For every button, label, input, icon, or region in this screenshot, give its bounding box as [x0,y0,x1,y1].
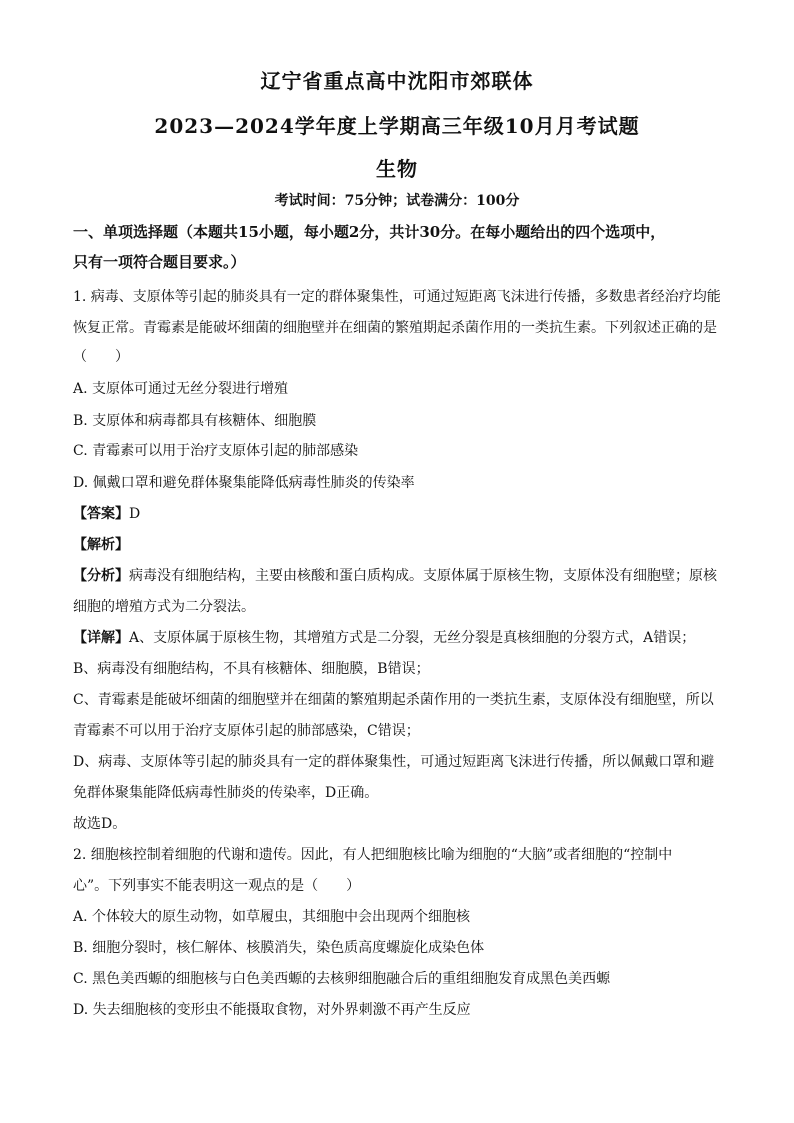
q1-fenxi-line1 [73,566,717,586]
detail-tag: 【详解】 [73,630,129,646]
section-heading-line1: 一、单项选择题（本题共15小题，每小题2分，共计30分。在每小题给出的四个选项中， [73,223,666,241]
fenxi-text: 病毒没有细胞结构，主要由核酸和蛋白质构成。支原体属于原核生物，支原体没有细胞壁；原核 [129,568,717,584]
q1-answer [73,504,140,524]
subject-title: 生物 [376,157,418,181]
q2-stem-line2: 心”。下列事实不能表明这一观点的是（ ） [73,878,361,894]
q1-option-b: B. 支原体和病毒都具有核糖体、细胞膜 [73,413,317,429]
q2-stem-line1: 2. 细胞核控制着细胞的代谢和遗传。因此，有人把细胞核比喻为细胞的“大脑”或者细胞的“控制中 [73,847,673,863]
q1-detail-c-line1: C、青霉素是能破坏细菌的细胞壁并在细菌的繁殖期起杀菌作用的一类抗生素，支原体没有细胞壁，所以 [73,692,714,708]
q2-option-c: C. 黑色美西螈的细胞核与白色美西螈的去核卵细胞融合后的重组细胞发育成黑色美西螈 [73,971,611,987]
title-line2: 2023—2024学年度上学期高三年级10月月考试题 [154,114,640,138]
q1-option-a: A. 支原体可通过无丝分裂进行增殖 [73,381,289,397]
exam-info: 考试时间：75分钟；试卷满分：100分 [274,193,520,209]
answer-tag: 【答案】 [73,506,129,522]
q1-detail-c-line2: 青霉素不可以用于治疗支原体引起的肺部感染，C错误； [73,723,420,739]
answer-value: D [129,506,141,522]
q1-stem-line2: 恢复正常。青霉素是能破坏细菌的细胞壁并在细菌的繁殖期起杀菌作用的一类抗生素。下列叙述正确的是 [73,320,717,336]
q1-detail-b: B、病毒没有细胞结构，不具有核糖体、细胞膜，B错误； [73,661,430,677]
q1-option-c: C. 青霉素可以用于治疗支原体引起的肺部感染 [73,443,359,459]
q1-conclusion: 故选D。 [73,816,127,832]
q1-stem-line1: 1. 病毒、支原体等引起的肺炎具有一定的群体聚集性，可通过短距离飞沫进行传播，多数患者经治疗均能 [73,289,721,305]
q1-fenxi-line2: 细胞的增殖方式为二分裂法。 [73,599,255,615]
q1-option-d: D. 佩戴口罩和避免群体聚集能降低病毒性肺炎的传染率 [73,475,415,491]
fenxi-tag: 【分析】 [73,568,129,584]
q1-detail-d-line2: 免群体聚集能降低病毒性肺炎的传染率，D正确。 [73,785,379,801]
q1-detail-a [73,628,695,648]
q2-option-b: B. 细胞分裂时，核仁解体、核膜消失，染色质高度螺旋化成染色体 [73,940,485,956]
q1-stem-line3: （ ） [73,349,129,365]
detail-a-text: A、支原体属于原核生物，其增殖方式是二分裂，无丝分裂是真核细胞的分裂方式，A错误； [129,630,696,646]
q2-option-a: A. 个体较大的原生动物，如草履虫，其细胞中会出现两个细胞核 [73,909,471,925]
title-line1: 辽宁省重点高中沈阳市郊联体 [260,69,534,93]
section-heading-line2: 只有一项符合题目要求。） [73,253,246,271]
q1-detail-d-line1: D、病毒、支原体等引起的肺炎具有一定的群体聚集性，可通过短距离飞沫进行传播，所以佩戴口罩和避 [73,754,715,770]
analysis-tag: 【解析】 [73,537,129,553]
q2-option-d: D. 失去细胞核的变形虫不能摄取食物，对外界刺激不再产生反应 [73,1002,471,1018]
